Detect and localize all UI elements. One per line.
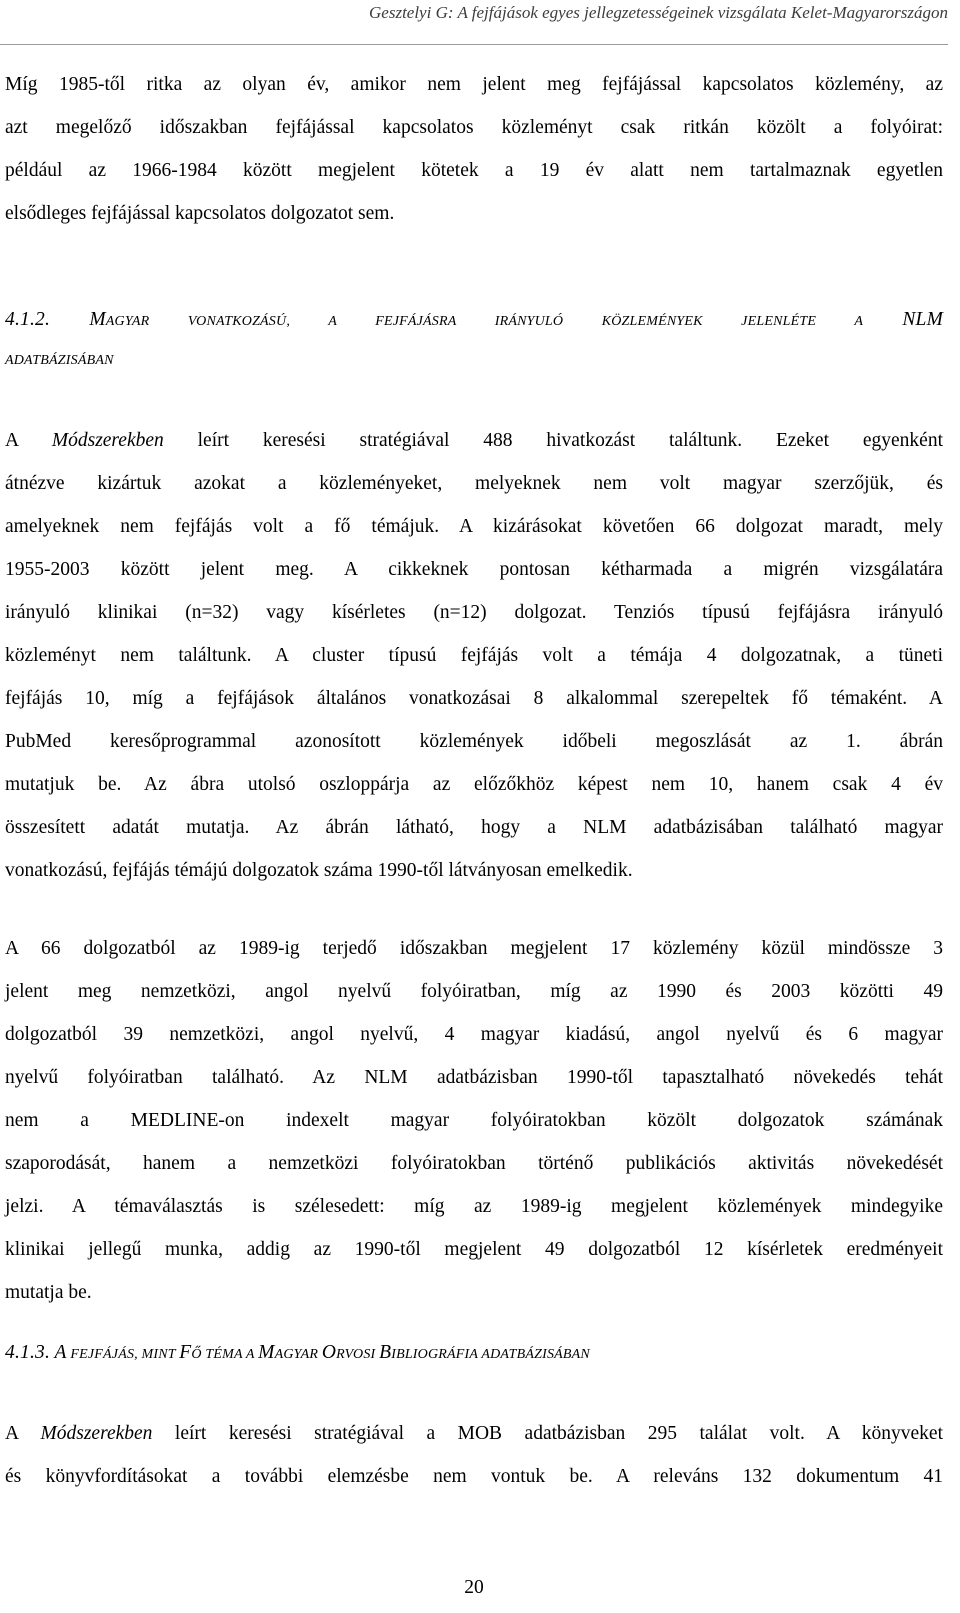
section-number: 4.1.3. (5, 1342, 51, 1363)
heading-line (5, 337, 943, 382)
page-number: 20 (464, 1577, 484, 1598)
text-line: elsődleges fejfájással kapcsolatos dolgozatot sem. (5, 203, 395, 224)
heading-text: IBLIOGRÁFIA ADATBÁZISÁBAN (391, 1347, 590, 1362)
text-line: összesített adatát mutatja. Az ábrán látható, hogy a NLM adatbázisában található magyar (5, 817, 943, 838)
text-line: jelent meg nemzetközi, angol nyelvű folyóiratban, míg az 1990 és 2003 közötti 49 (5, 981, 943, 1002)
text-span: A (5, 430, 52, 451)
text-line: szaporodását, hanem a nemzetközi folyóiratokban történő publikációs aktivitás növekedését (5, 1153, 943, 1174)
heading-text: Ő (191, 1347, 206, 1362)
heading-initial: M (258, 1342, 275, 1363)
text-line: azt megelőző időszakban fejfájással kapcsolatos közleményt csak ritkán közölt a folyóirat: (5, 117, 943, 138)
text-line: jelzi. A témaválasztás is szélesedett: míg az 1989-ig megjelent közlemények mindegyike (5, 1196, 943, 1217)
paragraph-analysis (5, 927, 943, 1314)
text-line: amelyeknek nem fejfájás volt a fő témájuk. A kizárásokat követően 66 dolgozat maradt, mely (5, 516, 943, 537)
heading-text: MINT (137, 1347, 180, 1362)
text-line: például az 1966-1984 között megjelent kötetek a 19 év alatt nem tartalmaznak egyetlen (5, 160, 943, 181)
heading-initial: A (54, 1342, 67, 1363)
text-line: A 66 dolgozatból az 1989-ig terjedő időszakban megjelent 17 közlemény közül mindössze 3 (5, 938, 943, 959)
italic-reference: Módszerekben (51, 430, 164, 451)
text-line (5, 1412, 943, 1455)
text-line: irányuló klinikai (n=32) vagy kísérletes (n=12) dolgozat. Tenziós típusú fejfájásra irányuló (5, 602, 943, 623)
text-span: leírt keresési stratégiával 488 hivatkozást találtunk. Ezeket egyenként (163, 430, 943, 451)
text-line: mutatja be. (5, 1282, 92, 1303)
text-line: fejfájás 10, míg a fejfájások általános vonatkozásai 8 alkalommal szerepeltek fő témaként. A (5, 688, 943, 709)
text-line: mutatjuk be. Az ábra utolsó oszloppárja az előzőkhöz képest nem 10, hanem csak 4 év (5, 774, 943, 795)
text-line: dolgozatból 39 nemzetközi, angol nyelvű, 4 magyar kiadású, angol nyelvű és 6 magyar (5, 1024, 943, 1045)
paragraph-intro (5, 63, 943, 235)
heading-text: AGYAR VONATKOZÁSÚ, A FEJFÁJÁSRA IRÁNYULÓ KÖZLEMÉNYEK JELENLÉTE A (105, 314, 864, 329)
text-line: és könyvfordításokat a további elemzésbe nem vontuk be. A releváns 132 dokumentum 41 (5, 1466, 943, 1487)
section-heading-4-1-2 (5, 298, 943, 382)
heading-text: TÉMA A (205, 1347, 259, 1362)
header-divider (0, 44, 948, 45)
heading-initial: O (321, 1342, 337, 1363)
heading-line (5, 298, 943, 343)
text-line: közleményt nem találtunk. A cluster típusú fejfájás volt a témája 4 dolgozatnak, a tüneti (5, 645, 943, 666)
heading-initial: M (89, 309, 106, 330)
text-line: Míg 1985-től ritka az olyan év, amikor nem jelent meg fejfájással kapcsolatos közlemény, az (5, 74, 943, 95)
text-line: vonatkozású, fejfájás témájú dolgozatok száma 1990-től látványosan emelkedik. (5, 860, 633, 881)
heading-text: ADATBÁZISÁBAN (5, 353, 114, 368)
heading-text: FEJFÁJÁS, (66, 1347, 138, 1362)
text-line: PubMed keresőprogrammal azonosított közlemények időbeli megoszlását az 1. ábrán (5, 731, 943, 752)
section-heading-4-1-3 (5, 1331, 943, 1376)
text-span: leírt keresési stratégiával a MOB adatbázisban 295 találat volt. A könyveket (152, 1423, 943, 1444)
paragraph-results (5, 419, 943, 892)
italic-reference: Módszerekben (40, 1423, 153, 1444)
heading-initial: F (179, 1342, 192, 1363)
heading-line (5, 1331, 943, 1376)
text-line: nyelvű folyóiratban található. Az NLM adatbázisban 1990-től tapasztalható növekedés tehát (5, 1067, 943, 1088)
heading-acronym: NLM (902, 309, 944, 330)
text-line: átnézve kizártuk azokat a közleményeket, melyeknek nem volt magyar szerzőjük, és (5, 473, 943, 494)
heading-text: RVOSI (336, 1347, 380, 1362)
paragraph-mob (5, 1412, 943, 1498)
text-span: A (5, 1423, 41, 1444)
text-line: 1955-2003 között jelent meg. A cikkeknek pontosan kétharmada a migrén vizsgálatára (5, 559, 943, 580)
text-line (5, 419, 943, 462)
section-number: 4.1.2. (5, 309, 51, 330)
text-line: klinikai jellegű munka, addig az 1990-től megjelent 49 dolgozatból 12 kísérletek eredményeit (5, 1239, 943, 1260)
heading-initial: B (379, 1342, 392, 1363)
running-header: Gesztelyi G: A fejfájások egyes jellegzetességeinek vizsgálata Kelet-Magyarországon (369, 3, 948, 22)
text-line: nem a MEDLINE-on indexelt magyar folyóiratokban közölt dolgozatok számának (5, 1110, 943, 1131)
heading-text: AGYAR (274, 1347, 322, 1362)
